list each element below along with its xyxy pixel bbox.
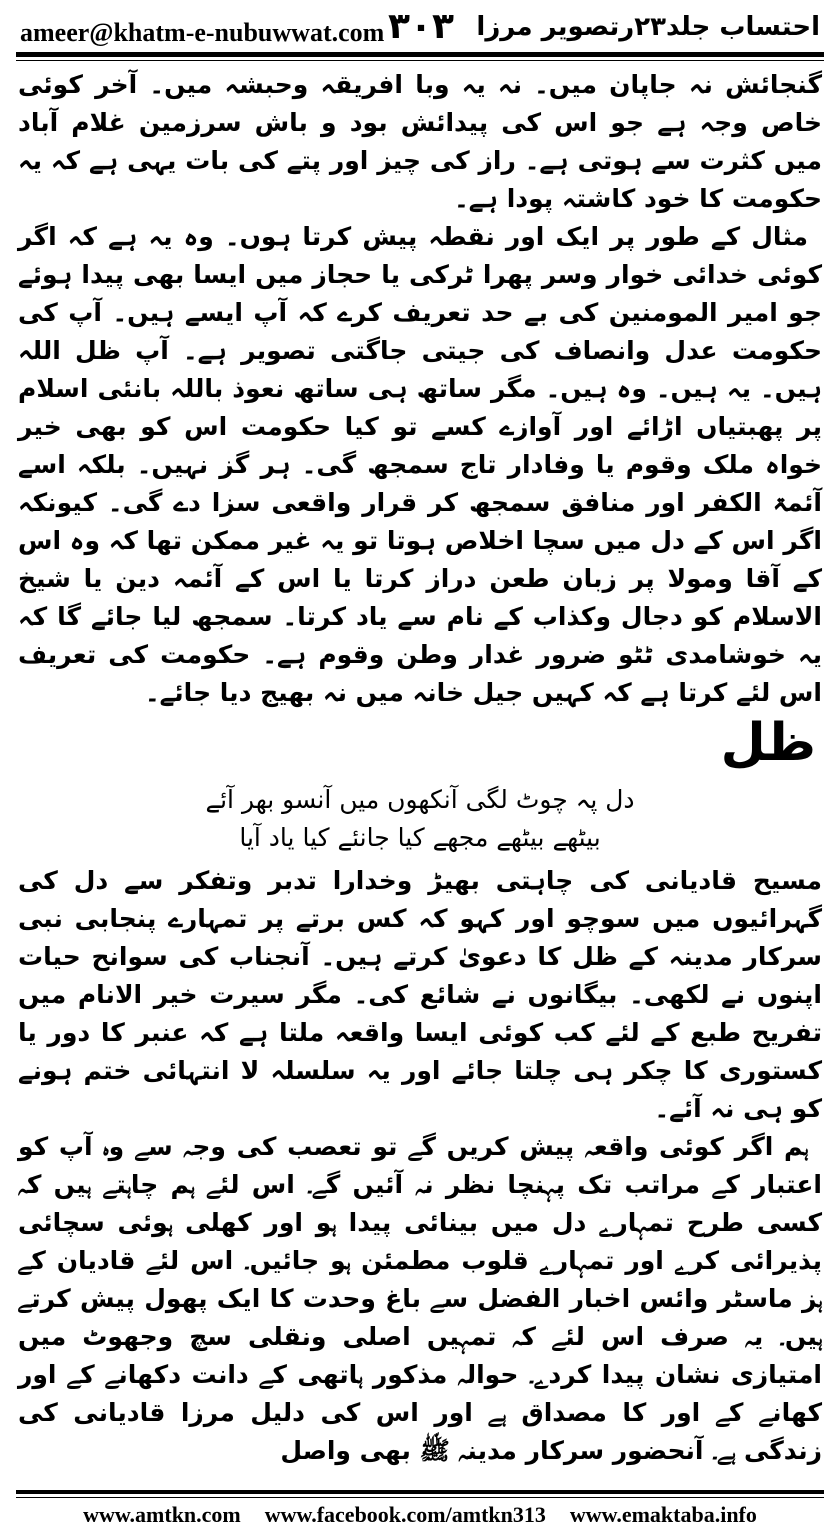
page-header xyxy=(0,0,840,56)
footer-link[interactable]: www.facebook.com/amtkn313 xyxy=(264,1502,546,1527)
poem-line: دل پہ چوٹ لگی آنکھوں میں آنسو بھر آئے xyxy=(205,785,635,814)
footer-link[interactable]: www.amtkn.com xyxy=(83,1502,241,1527)
footer-rule-thin xyxy=(16,1497,824,1498)
body-paragraph: ہم اگر کوئی واقعہ پیش کریں گے تو تعصب کی وجہ سے وہ آپ کو اعتبار کے مراتب تک پہنچا نظر نہ آئیں گے۔ اس لئے ہم چاہتے ہیں کہ کسی طرح تمہارے دل میں بینائی پیدا ہو اور کھلی ہوئی سچائی پذیرائی کرے اور تمہارے قلوب مطمئن ہو جائیں۔ اس لئے قادیان کے ہز ماسٹر وائس اخبار الفضل سے باغ وحدت کا ایک پھول پیش کرتے ہیں۔ یہ صرف اس لئے کہ تمہیں اصلی ونقلی سچ وجھوٹ میں امتیازی نشان پیدا کردے۔ حوالہ مذکور ہاتھی کے دانت دکھانے کے اور کھانے کے اور کا مصداق ہے اور اس کی دلیل مرزا قادیانی کی زندگی ہے۔ آنحضور سرکار مدینہ ﷺ بھی واصل xyxy=(18,1132,822,1465)
body-paragraph: مثال کے طور پر ایک اور نقطہ پیش کرتا ہوں۔ وہ یہ ہے کہ اگر کوئی خدائی خوار وسر پھرا ٹرکی یا حجاز میں ایسا بھی پیدا ہوئے جو امیر المومنین کی بے حد تعریف کرے کہ آپ ایسے ہیں۔ آپ کی حکومت عدل وانصاف کی جیتی جاگتی تصویر ہے۔ آپ ظل اللہ ہیں۔ یہ ہیں۔ وہ ہیں۔ مگر ساتھ ہی ساتھ نعوذ باللہ بانئی اسلام پر پھبتیاں اڑائے اور آوازے کسے تو کیا حکومت اس کو بھی خیر خواہ ملک وقوم یا وفادار تاج سمجھ گی۔ ہر گز نہیں۔ بلکہ اسے آئمۃ الکفر اور منافق سمجھ کر قرار واقعی سزا دے گی۔ کیونکہ اگر اس کے دل میں سچا اخلاص ہوتا تو یہ غیر ممکن تھا کہ وہ اس کے آقا ومولا پر زبان طعن دراز کرتا یا اس کے آئمہ دین یا شیخ الاسلام کو دجال وکذاب کے نام سے یاد کرتا۔ سمجھ لیا جائے گا کہ یہ خوشامدی ٹٹو ضرور غدار وطن وقوم ہے۔ حکومت کی تعریف اس لئے کرتا ہے کہ کہیں جیل خانہ میں نہ بھیج دیا جائے۔ xyxy=(18,222,822,707)
poem-line: بیٹھے بیٹھے مجھے کیا جانئے کیا یاد آیا xyxy=(239,823,601,852)
header-rule-thick xyxy=(16,52,824,57)
page-footer xyxy=(0,1502,840,1536)
poem xyxy=(18,782,822,856)
body-paragraph: مسیح قادیانی کی چاہتی بھیڑ وخدارا تدبر وتفکر سے دل کی گہرائیوں میں سوچو اور کہو کہ کس برتے پر تمہارے پنجابی نبی سرکار مدینہ کے ظل کا دعویٰ کرتے ہیں۔ آنجناب کی سوانح حیات اپنوں نے لکھی۔ بیگانوں نے شائع کی۔ مگر سیرت خیر الانام میں تفریح طبع کے لئے کب کوئی ایسا واقعہ ملتا ہے کہ عنبر کا دور یا کستوری کا چکر ہی چلتا جائے اور یہ سلسلہ لا انتہائی ختم ہونے کو ہی نہ آئے۔ xyxy=(18,866,822,1123)
page-number: ۳۰۳ xyxy=(388,6,454,47)
section-heading: ظل xyxy=(720,713,816,773)
footer-link[interactable]: www.emaktaba.info xyxy=(569,1502,757,1527)
body-paragraph: گنجائش نہ جاپان میں۔ نہ یہ وبا افریقہ وحبشہ میں۔ آخر کوئی خاص وجہ ہے جو اس کی پیدائش بود و باش سرزمین غلام آباد میں کثرت سے ہوتی ہے۔ راز کی چیز اور پتے کی بات یہی ہے کہ یہ حکومت کا خود کاشتہ پودا ہے۔ xyxy=(18,70,822,213)
header-rule-thin xyxy=(16,60,824,61)
footer-rule-thick xyxy=(16,1490,824,1494)
page-body xyxy=(18,66,822,1470)
book-title: احتساب جلد۲۳رتصویر مرزا xyxy=(476,12,820,42)
header-email: ameer@khatm-e-nubuwwat.com xyxy=(20,18,385,47)
